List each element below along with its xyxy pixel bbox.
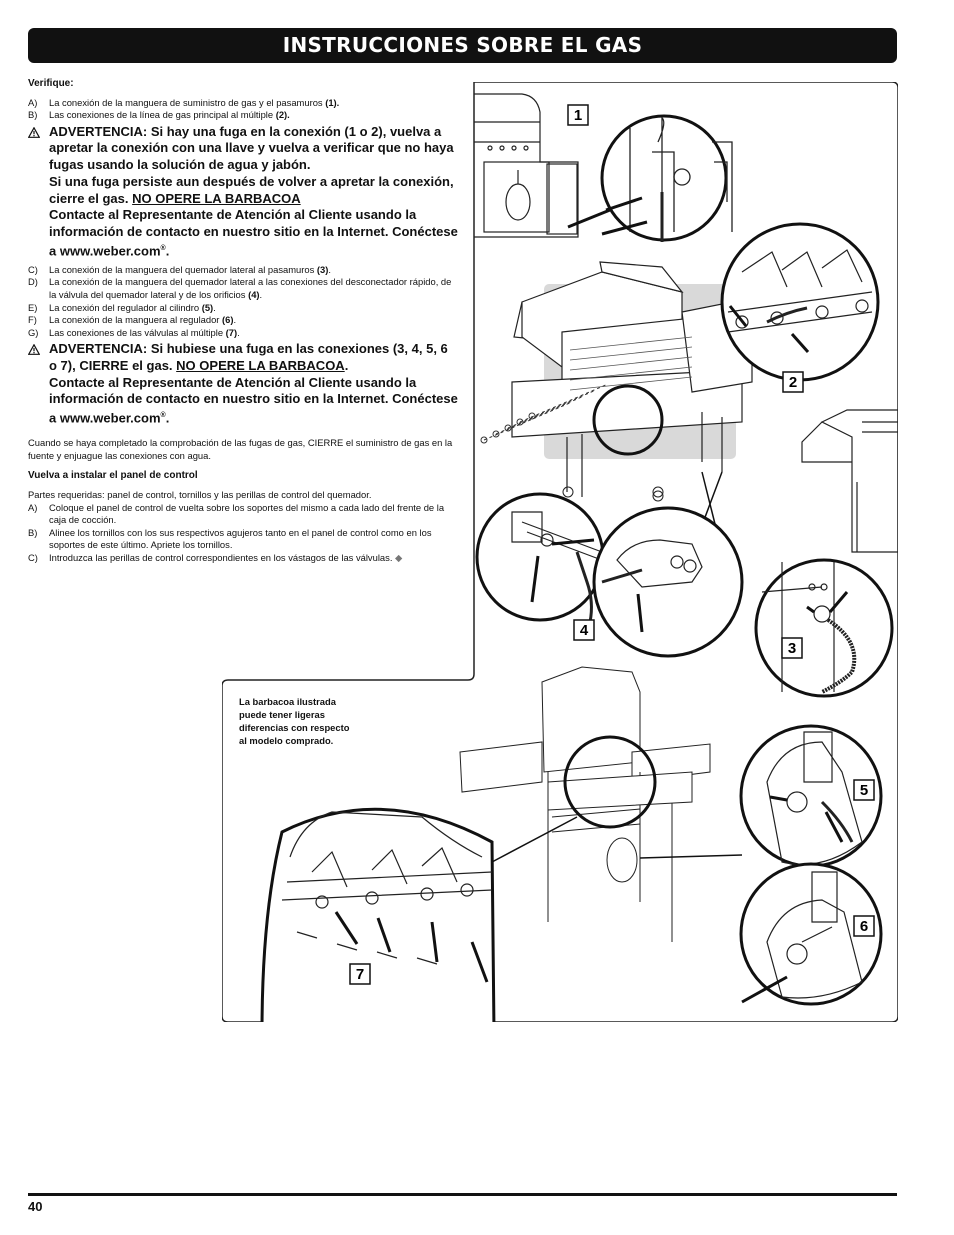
warning-triangle-icon [28, 124, 49, 260]
list-item: B) Alinee los tornillos con los sus respectivos agujeros tanto en el panel de control como en los soportes de este último. Apriete los tornillos. [28, 526, 432, 551]
list-item: C) La conexión de la manguera del quemador lateral al pasamuros (3). [28, 263, 331, 275]
callout-2: 2 [788, 374, 798, 391]
callout-6: 6 [859, 918, 869, 935]
callout-4: 4 [579, 622, 589, 639]
callout-3: 3 [787, 640, 797, 657]
reinstall-heading: Vuelva a instalar el panel de control [28, 470, 198, 482]
verify-heading: Verifique: [28, 78, 74, 89]
page-title: INSTRUCCIONES SOBRE EL GAS [282, 33, 643, 57]
list-item: A) Coloque el panel de control de vuelta sobre los soportes del mismo a cada lado del frente de la caja de cocción. [28, 501, 445, 526]
warning-triangle-icon [28, 341, 49, 427]
figure-caption: La barbacoa ilustrada puede tener ligeras diferencias con respecto al modelo comprado. [239, 696, 350, 746]
list-item: A) La conexión de la manguera de suministro de gas y el pasamuros (1). [28, 96, 340, 108]
callout-arrow [568, 210, 610, 227]
list-item: C) Introduzca las perillas de control correspondientes en los vástagos de las válvulas. ◆ [28, 551, 403, 563]
warning-1: ADVERTENCIA: Si hay una fuga en la conexión (1 o 2), vuelva a apretar la conexión con una llave y vuelva a verificar que no haya fugas usando la solución de agua y jabón. Si una fuga persiste aun después de volver a apretar la conexión, cierre el gas. NO OPERE LA BARBACOA Contacte al Representante de Atención al Cliente usando la información de contacto en nuestro sitio en la Internet. Conéctese a www.weber.com®. [28, 124, 458, 260]
gas-connection-illustration [222, 82, 898, 1022]
warning-2: ADVERTENCIA: Si hubiese una fuga en las conexiones (3, 4, 5, 6 o 7), CIERRE el gas. NO OPERE LA BARBACOA. Contacte al Representante de Atención al Cliente usando la información de contacto en nuestro sitio en la Internet. Conéctese a www.weber.com®. [28, 341, 458, 427]
page-header [28, 28, 897, 63]
list-item: D) La conexión de la manguera del quemador lateral a las conexiones del desconectador rápido, de la válvula del quemador lateral y de los orificios (4). [28, 276, 452, 300]
page-number: 40 [28, 1199, 43, 1214]
callout-5: 5 [859, 782, 869, 799]
callout-1: 1 [573, 107, 583, 124]
no-opere-warning: NO OPERE LA BARBACOA [132, 190, 301, 206]
closing-paragraph: Cuando se haya completado la comprobación de las fugas de gas, CIERRE el suministro de gas en la fuente y enjuague las conexiones con agua. [28, 437, 453, 461]
no-opere-warning: NO OPERE LA BARBACOA [176, 358, 345, 373]
list-item: B) Las conexiones de la línea de gas principal al múltiple (2). [28, 109, 290, 121]
parts-required: Partes requeridas: panel de control, tornillos y las perillas de control del quemador. [28, 488, 372, 500]
list-item: G) Las conexiones de las válvulas al múltiple (7). [28, 326, 240, 338]
list-item: E) La conexión del regulador al cilindro (5). [28, 301, 216, 313]
list-item: F) La conexión de la manguera al regulador (6). [28, 314, 237, 326]
callout-7: 7 [355, 966, 365, 983]
footer-rule [28, 1193, 897, 1196]
end-diamond-icon: ◆ [395, 551, 403, 563]
